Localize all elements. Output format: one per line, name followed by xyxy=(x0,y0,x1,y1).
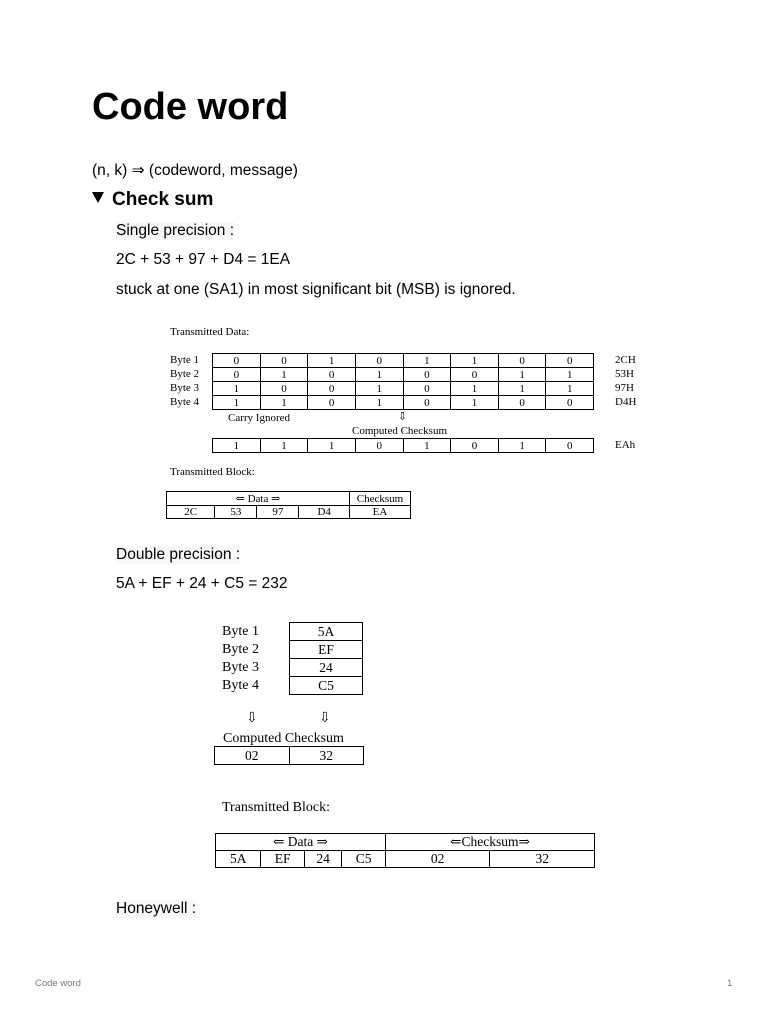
bit-cell: 0 xyxy=(546,396,594,410)
bit-cell: 0 xyxy=(213,368,261,382)
table-row xyxy=(213,396,594,410)
data-header: ⇐ Data ⇒ xyxy=(216,834,386,851)
bit-cell: 1 xyxy=(308,354,356,368)
bit-cell: 1 xyxy=(546,368,594,382)
down-arrow-icon: ⇩ xyxy=(319,711,331,726)
table-row xyxy=(215,747,364,765)
byte-value-cell: C5 xyxy=(290,677,363,695)
checksum-cell: 32 xyxy=(289,747,364,765)
byte-label: Byte 3 xyxy=(170,382,200,394)
table-row xyxy=(216,851,595,868)
block-cell: 32 xyxy=(490,851,595,868)
byte-label: Byte 2 xyxy=(222,642,259,657)
byte-label: Byte 2 xyxy=(170,368,200,380)
checksum-header: Checksum xyxy=(350,492,411,506)
honeywell-label: Honeywell : xyxy=(116,900,197,917)
byte-label: Byte 1 xyxy=(170,354,200,366)
bit-cell: 0 xyxy=(403,382,451,396)
bit-cell: 0 xyxy=(403,396,451,410)
table-row xyxy=(167,506,411,519)
byte-label: Byte 3 xyxy=(222,660,259,675)
data-header: ⇐ Data ⇒ xyxy=(167,492,350,506)
double-precision-label: Double precision : xyxy=(116,546,241,563)
bit-cell: 0 xyxy=(403,368,451,382)
computed-checksum-table xyxy=(214,746,364,765)
transmitted-data-label: Transmitted Data: xyxy=(170,326,250,338)
computed-checksum-label: Computed Checksum xyxy=(352,425,448,437)
bit-cell: 0 xyxy=(355,439,403,453)
transmitted-block-label: Transmitted Block: xyxy=(222,800,330,815)
page-number: 1 xyxy=(727,978,733,989)
checksum-bit-table xyxy=(212,438,594,453)
transmitted-block-table xyxy=(215,833,595,868)
bit-cell: 0 xyxy=(546,354,594,368)
table-row xyxy=(167,492,411,506)
footer-title: Code word xyxy=(35,978,81,989)
block-cell: 53 xyxy=(215,506,257,519)
block-cell: EF xyxy=(261,851,304,868)
block-cell: 02 xyxy=(385,851,490,868)
byte-value-cell: 5A xyxy=(290,623,363,641)
bit-cell: 0 xyxy=(308,368,356,382)
page-title: Code word xyxy=(92,86,289,128)
bit-cell: 0 xyxy=(451,368,499,382)
transmitted-block-table xyxy=(166,491,411,519)
table-row xyxy=(290,659,363,677)
bit-table xyxy=(212,353,594,410)
bit-cell: 1 xyxy=(403,439,451,453)
bit-cell: 0 xyxy=(451,439,499,453)
single-precision-label: Single precision : xyxy=(116,222,235,239)
table-row xyxy=(213,382,594,396)
table-row xyxy=(213,354,594,368)
table-row xyxy=(213,368,594,382)
bit-cell: 1 xyxy=(355,396,403,410)
carry-ignored-label: Carry Ignored xyxy=(228,412,291,424)
double-precision-equation: 5A + EF + 24 + C5 = 232 xyxy=(116,575,288,592)
hex-label: 97H xyxy=(615,382,634,394)
bit-cell: 1 xyxy=(498,439,546,453)
down-arrow-icon: ⇩ xyxy=(246,711,258,726)
bit-cell: 1 xyxy=(213,439,261,453)
table-row xyxy=(290,641,363,659)
byte-label: Byte 1 xyxy=(222,624,259,639)
intro-text: (n, k) ⇒ (codeword, message) xyxy=(92,162,298,179)
bit-cell: 1 xyxy=(451,354,499,368)
bit-cell: 0 xyxy=(308,382,356,396)
down-arrow-icon: ⇩ xyxy=(398,411,408,423)
block-cell: C5 xyxy=(342,851,385,868)
section-heading[interactable] xyxy=(92,189,213,211)
hex-label: 53H xyxy=(615,368,634,380)
block-cell: D4 xyxy=(299,506,350,519)
table-row xyxy=(216,834,595,851)
single-precision-equation: 2C + 53 + 97 + D4 = 1EA xyxy=(116,251,291,268)
checksum-cell: 02 xyxy=(215,747,290,765)
bit-cell: 1 xyxy=(355,382,403,396)
byte-label: Byte 4 xyxy=(222,678,259,693)
bit-cell: 0 xyxy=(546,439,594,453)
block-cell: 97 xyxy=(257,506,299,519)
bit-cell: 1 xyxy=(498,368,546,382)
byte-label: Byte 4 xyxy=(170,396,200,408)
bit-cell: 1 xyxy=(451,396,499,410)
single-precision-figure xyxy=(164,322,644,524)
bit-cell: 1 xyxy=(355,368,403,382)
double-precision-figure xyxy=(212,618,602,874)
bit-cell: 0 xyxy=(308,396,356,410)
section-heading-label: Check sum xyxy=(112,189,214,210)
bit-cell: 0 xyxy=(260,354,308,368)
bit-cell: 1 xyxy=(451,382,499,396)
bit-cell: 1 xyxy=(213,396,261,410)
bit-cell: 1 xyxy=(498,382,546,396)
bit-cell: 1 xyxy=(260,439,308,453)
table-row xyxy=(290,623,363,641)
hex-label: D4H xyxy=(615,396,637,408)
bit-cell: 1 xyxy=(260,368,308,382)
table-row xyxy=(290,677,363,695)
byte-value-table xyxy=(289,622,363,695)
checksum-hex-label: EAh xyxy=(615,439,636,451)
bit-cell: 1 xyxy=(308,439,356,453)
bit-cell: 0 xyxy=(498,354,546,368)
table-row xyxy=(213,439,594,453)
bit-cell: 1 xyxy=(546,382,594,396)
hex-label: 2CH xyxy=(615,354,636,366)
bit-cell: 1 xyxy=(260,396,308,410)
bit-cell: 1 xyxy=(213,382,261,396)
block-cell: 24 xyxy=(304,851,342,868)
bit-cell: 0 xyxy=(260,382,308,396)
checksum-header: ⇐Checksum⇒ xyxy=(385,834,594,851)
computed-checksum-label: Computed Checksum xyxy=(223,731,344,746)
bit-cell: 0 xyxy=(213,354,261,368)
byte-value-cell: 24 xyxy=(290,659,363,677)
block-cell: EA xyxy=(350,506,411,519)
bit-cell: 0 xyxy=(498,396,546,410)
bit-cell: 1 xyxy=(403,354,451,368)
transmitted-block-label: Transmitted Block: xyxy=(170,466,255,478)
block-cell: 2C xyxy=(167,506,215,519)
collapse-triangle-icon[interactable] xyxy=(92,192,104,203)
block-cell: 5A xyxy=(216,851,261,868)
bit-cell: 0 xyxy=(355,354,403,368)
byte-value-cell: EF xyxy=(290,641,363,659)
single-precision-note: stuck at one (SA1) in most significant bit (MSB) is ignored. xyxy=(116,281,516,298)
